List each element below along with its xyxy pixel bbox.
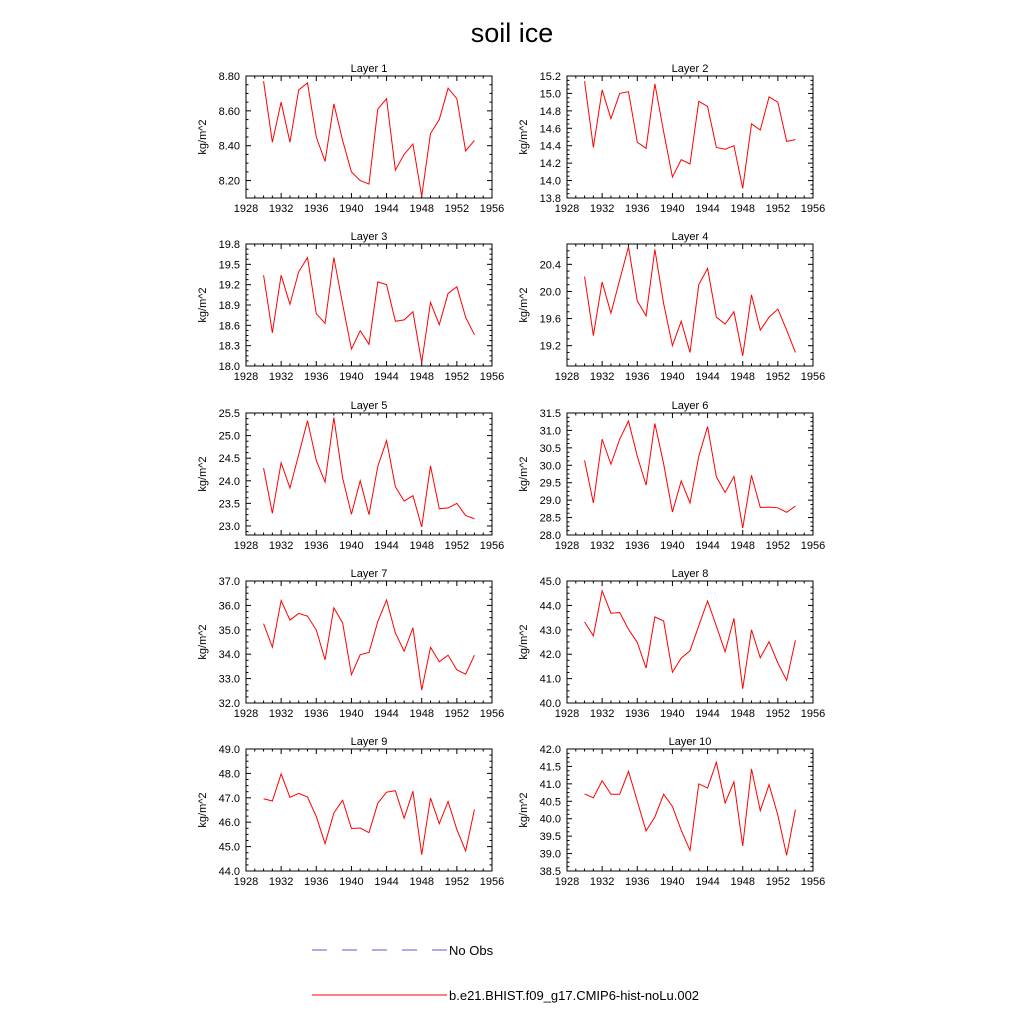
y-tick-label: 24.5	[218, 453, 240, 466]
y-tick-label: 33.0	[218, 673, 240, 686]
y-tick-label: 14.6	[539, 123, 561, 136]
y-tick-label: 13.8	[539, 193, 561, 205]
y-axis-label: kg/m^2	[518, 287, 530, 323]
y-axis-label: kg/m^2	[518, 624, 530, 660]
panel-title: Layer 9	[350, 736, 388, 748]
y-tick-label: 31.0	[539, 425, 561, 438]
y-tick-label: 44.0	[539, 600, 561, 613]
y-tick-label: 40.0	[539, 698, 561, 710]
panel-title: Layer 6	[671, 400, 709, 412]
x-tick-label: 1948	[409, 540, 434, 552]
x-tick-label: 1948	[730, 203, 755, 215]
x-tick-label: 1928	[233, 540, 259, 552]
x-tick-label: 1936	[304, 203, 329, 215]
y-tick-label: 19.2	[539, 340, 561, 353]
panel-layer-6	[518, 400, 825, 552]
series-line	[264, 600, 475, 690]
y-tick-label: 18.0	[218, 361, 240, 373]
x-tick-label: 1932	[268, 876, 294, 888]
panel-layer-7	[197, 568, 504, 720]
y-tick-label: 19.8	[218, 239, 240, 251]
y-tick-label: 18.6	[218, 320, 240, 333]
y-tick-label: 14.4	[539, 140, 561, 153]
y-tick-label: 8.80	[218, 71, 240, 83]
x-tick-label: 1952	[444, 708, 470, 720]
y-tick-label: 41.0	[539, 778, 561, 791]
plot-frame	[246, 581, 492, 703]
y-tick-label: 23.0	[218, 520, 240, 533]
y-tick-label: 42.0	[539, 649, 561, 662]
x-tick-label: 1928	[554, 540, 580, 552]
y-tick-label: 29.0	[539, 495, 561, 508]
x-tick-label: 1952	[765, 540, 791, 552]
y-tick-label: 8.20	[218, 175, 240, 188]
panel-layer-1	[197, 63, 504, 215]
y-axis-label: kg/m^2	[197, 624, 209, 660]
x-tick-label: 1948	[409, 203, 434, 215]
x-tick-label: 1952	[765, 203, 791, 215]
y-tick-label: 28.0	[539, 530, 561, 542]
y-tick-label: 15.2	[539, 71, 561, 83]
panel-title: Layer 4	[671, 231, 709, 243]
panel-layer-2	[518, 63, 825, 215]
y-tick-label: 19.2	[218, 279, 240, 292]
y-axis-label: kg/m^2	[197, 456, 209, 492]
series-line	[264, 258, 475, 363]
x-tick-label: 1932	[589, 203, 615, 215]
series-line	[585, 762, 796, 855]
x-tick-label: 1928	[233, 203, 259, 215]
x-tick-label: 1952	[444, 540, 470, 552]
x-tick-label: 1952	[765, 708, 791, 720]
legend-model-label: b.e21.BHIST.f09_g17.CMIP6-hist-noLu.002	[449, 988, 700, 1003]
x-tick-label: 1956	[800, 708, 826, 720]
plot-frame	[246, 749, 492, 871]
y-tick-label: 45.0	[218, 841, 240, 854]
x-tick-label: 1928	[554, 708, 580, 720]
y-tick-label: 39.5	[539, 831, 561, 844]
figure-title: soil ice	[470, 18, 554, 48]
x-tick-label: 1936	[304, 371, 329, 383]
y-axis-label: kg/m^2	[518, 456, 530, 492]
x-tick-label: 1956	[800, 203, 826, 215]
x-tick-label: 1948	[730, 876, 755, 888]
y-tick-label: 35.0	[218, 624, 240, 637]
x-tick-label: 1940	[339, 708, 364, 720]
y-tick-label: 30.5	[539, 442, 561, 455]
y-axis-label: kg/m^2	[197, 287, 209, 323]
y-tick-label: 8.60	[218, 105, 240, 118]
x-tick-label: 1940	[660, 371, 685, 383]
series-line	[585, 591, 796, 689]
x-tick-label: 1956	[800, 371, 826, 383]
x-tick-label: 1948	[409, 876, 434, 888]
panel-title: Layer 10	[668, 736, 712, 748]
x-tick-label: 1928	[554, 876, 580, 888]
y-tick-label: 46.0	[218, 817, 240, 830]
panel-layer-10	[518, 736, 825, 888]
y-tick-label: 37.0	[218, 576, 240, 588]
y-tick-label: 40.5	[539, 796, 561, 809]
y-tick-label: 28.5	[539, 512, 561, 525]
x-tick-label: 1956	[479, 203, 505, 215]
x-tick-label: 1940	[339, 371, 364, 383]
x-tick-label: 1932	[589, 540, 615, 552]
x-tick-label: 1936	[625, 540, 650, 552]
y-tick-label: 24.0	[218, 475, 240, 488]
x-tick-label: 1952	[765, 371, 791, 383]
y-tick-label: 42.0	[539, 744, 561, 756]
x-tick-label: 1944	[374, 371, 399, 383]
x-tick-label: 1936	[625, 876, 650, 888]
x-tick-label: 1956	[479, 540, 505, 552]
x-tick-label: 1948	[730, 371, 755, 383]
x-tick-label: 1952	[765, 876, 791, 888]
x-tick-label: 1948	[409, 371, 434, 383]
y-tick-label: 19.6	[539, 313, 561, 326]
y-tick-label: 38.5	[539, 866, 561, 878]
plot-frame	[246, 244, 492, 366]
y-axis-label: kg/m^2	[518, 119, 530, 155]
panel-title: Layer 1	[350, 63, 388, 75]
plot-frame	[567, 413, 813, 535]
x-tick-label: 1936	[625, 371, 650, 383]
x-tick-label: 1936	[625, 203, 650, 215]
series-line	[264, 81, 475, 196]
x-tick-label: 1928	[233, 876, 259, 888]
x-tick-label: 1932	[268, 540, 294, 552]
x-tick-label: 1956	[479, 371, 505, 383]
x-tick-label: 1956	[800, 876, 826, 888]
x-tick-label: 1952	[444, 203, 470, 215]
panel-layer-3	[197, 231, 504, 383]
x-tick-label: 1928	[233, 708, 259, 720]
y-tick-label: 40.0	[539, 813, 561, 826]
x-tick-label: 1944	[374, 203, 399, 215]
panels	[197, 63, 825, 888]
y-tick-label: 29.5	[539, 477, 561, 490]
y-tick-label: 25.0	[218, 430, 240, 443]
x-tick-label: 1928	[233, 371, 259, 383]
x-tick-label: 1932	[268, 708, 294, 720]
x-tick-label: 1956	[800, 540, 826, 552]
x-tick-label: 1940	[339, 876, 364, 888]
x-tick-label: 1944	[695, 708, 720, 720]
panel-layer-8	[518, 568, 825, 720]
x-tick-label: 1944	[374, 876, 399, 888]
x-tick-label: 1928	[554, 371, 580, 383]
x-tick-label: 1932	[589, 876, 615, 888]
plot-frame	[246, 413, 492, 535]
x-tick-label: 1948	[730, 540, 755, 552]
panel-layer-4	[518, 231, 825, 383]
legend	[312, 943, 699, 1003]
x-tick-label: 1936	[304, 708, 329, 720]
y-tick-label: 30.0	[539, 460, 561, 473]
y-tick-label: 25.5	[218, 408, 240, 420]
panel-title: Layer 2	[671, 63, 709, 75]
x-tick-label: 1944	[374, 540, 399, 552]
series-line	[585, 81, 796, 188]
y-tick-label: 31.5	[539, 408, 561, 420]
x-tick-label: 1932	[589, 708, 615, 720]
legend-obs-label: No Obs	[449, 943, 494, 958]
series-line	[264, 418, 475, 527]
series-line	[585, 421, 796, 528]
y-tick-label: 15.0	[539, 88, 561, 101]
x-tick-label: 1948	[730, 708, 755, 720]
x-tick-label: 1936	[625, 708, 650, 720]
x-tick-label: 1952	[444, 371, 470, 383]
y-tick-label: 32.0	[218, 698, 240, 710]
x-tick-label: 1932	[268, 203, 294, 215]
x-tick-label: 1948	[409, 708, 434, 720]
x-tick-label: 1940	[660, 876, 685, 888]
y-axis-label: kg/m^2	[197, 792, 209, 828]
x-tick-label: 1956	[479, 708, 505, 720]
y-tick-label: 14.2	[539, 158, 561, 171]
y-tick-label: 41.0	[539, 673, 561, 686]
x-tick-label: 1932	[589, 371, 615, 383]
y-tick-label: 49.0	[218, 744, 240, 756]
x-tick-label: 1940	[660, 540, 685, 552]
panel-title: Layer 7	[350, 568, 388, 580]
x-tick-label: 1956	[479, 876, 505, 888]
y-axis-label: kg/m^2	[518, 792, 530, 828]
panel-layer-9	[197, 736, 504, 888]
y-tick-label: 44.0	[218, 866, 240, 878]
y-tick-label: 20.0	[539, 286, 561, 299]
x-tick-label: 1944	[695, 371, 720, 383]
x-tick-label: 1952	[444, 876, 470, 888]
y-tick-label: 39.0	[539, 848, 561, 861]
y-tick-label: 20.4	[539, 259, 561, 272]
x-tick-label: 1944	[695, 876, 720, 888]
x-tick-label: 1940	[660, 708, 685, 720]
y-tick-label: 14.0	[539, 175, 561, 188]
y-tick-label: 34.0	[218, 649, 240, 662]
panel-title: Layer 5	[350, 400, 388, 412]
y-tick-label: 14.8	[539, 105, 561, 118]
x-tick-label: 1944	[374, 708, 399, 720]
plot-frame	[567, 244, 813, 366]
x-tick-label: 1944	[695, 203, 720, 215]
x-tick-label: 1940	[660, 203, 685, 215]
y-tick-label: 36.0	[218, 600, 240, 613]
x-tick-label: 1940	[339, 540, 364, 552]
series-line	[264, 774, 475, 855]
panel-title: Layer 8	[671, 568, 709, 580]
y-tick-label: 45.0	[539, 576, 561, 588]
y-tick-label: 48.0	[218, 768, 240, 781]
y-tick-label: 18.9	[218, 300, 240, 312]
x-tick-label: 1928	[554, 203, 580, 215]
x-tick-label: 1940	[339, 203, 364, 215]
y-tick-label: 43.0	[539, 624, 561, 637]
y-tick-label: 47.0	[218, 792, 240, 805]
series-line	[585, 247, 796, 356]
plot-frame	[246, 76, 492, 198]
x-tick-label: 1932	[268, 371, 294, 383]
y-tick-label: 23.5	[218, 498, 240, 511]
y-tick-label: 41.5	[539, 761, 561, 774]
plot-frame	[567, 581, 813, 703]
panel-layer-5	[197, 400, 504, 552]
y-tick-label: 19.5	[218, 259, 240, 272]
y-tick-label: 18.3	[218, 340, 240, 353]
x-tick-label: 1936	[304, 876, 329, 888]
x-tick-label: 1944	[695, 540, 720, 552]
panel-title: Layer 3	[350, 231, 388, 243]
y-tick-label: 8.40	[218, 140, 240, 153]
x-tick-label: 1936	[304, 540, 329, 552]
y-axis-label: kg/m^2	[197, 119, 209, 155]
